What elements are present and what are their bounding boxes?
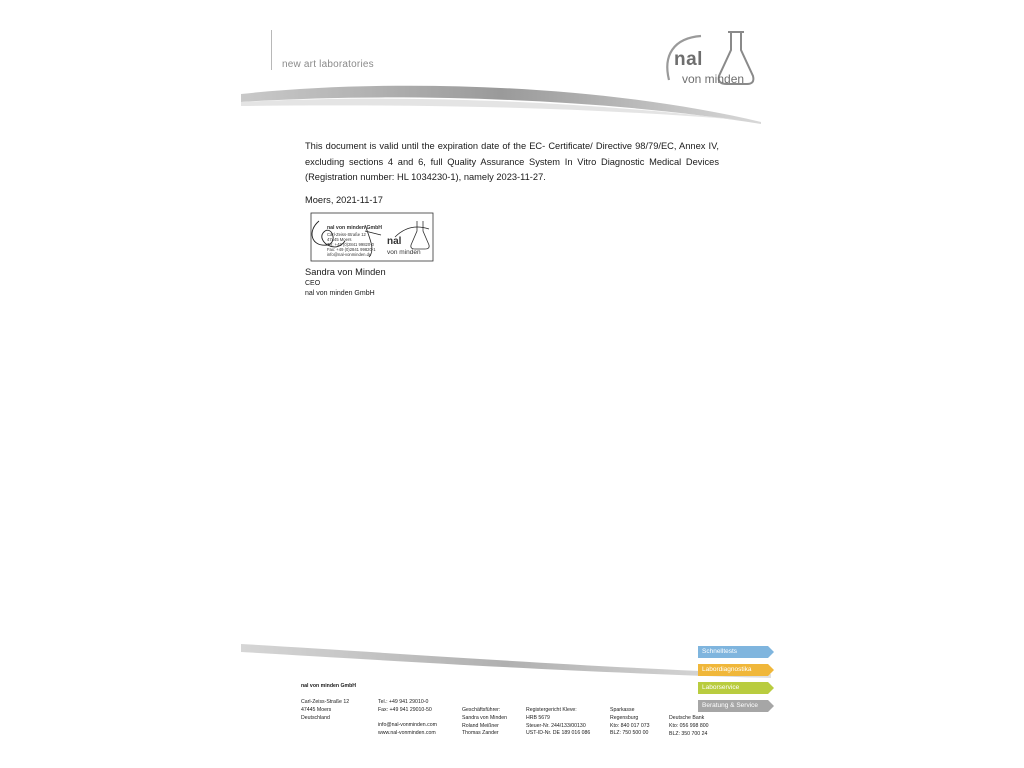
footer-bank-sparkasse: Sparkasse Regensburg Kto: 840 017 073 BLZ: 750 500 00 xyxy=(610,707,650,737)
stamp-fax: Fax: +49 (0)2841 99820-1 xyxy=(327,247,376,252)
logo-wordmark: nal xyxy=(674,49,703,70)
logo-subtitle: von minden xyxy=(682,72,745,86)
tab-arrow-icon xyxy=(768,700,774,712)
tab-schnelltests: Schnelltests xyxy=(698,646,768,658)
footer-bank-deutsche: Deutsche Bank Kto: 056 998 800 BLZ: 350 700 24 xyxy=(669,715,709,737)
header-divider xyxy=(271,30,272,70)
signer-name: Sandra von Minden xyxy=(305,267,386,277)
footer-managers: Geschäftsführer: Sandra von Minden Roland Meißner Thomas Zander xyxy=(462,707,507,737)
validity-statement: This document is valid until the expiration date of the EC- Certificate/ Directive 98/79/EC, Annex IV, excluding sections 4 and 6, full Quality Assurance System In Vitro Diagnostic Medical Devices (Registration number: HL 1034230-1), namely 2023-11-27. xyxy=(305,141,719,182)
stamp-city: 47445 Moers xyxy=(327,237,352,242)
footer-company: nal von minden GmbH xyxy=(301,683,357,689)
tab-labordiagnostika: Labordiagnostika xyxy=(698,664,768,676)
header-tagline: new art laboratories xyxy=(282,59,374,70)
stamp-logo-sub: von minden xyxy=(387,249,421,256)
stamp-tel: Tel: +49 (0)2841 99820-0 xyxy=(327,242,374,247)
tab-laborservice: Laborservice xyxy=(698,682,768,694)
header-swoosh xyxy=(241,80,784,128)
footer-address: Carl-Zeiss-Straße 12 47445 Moers Deutschland xyxy=(301,699,350,721)
footer-register: Registergericht Kleve: HRB 5679 Steuer-Nr. 244/133/00130 UST-ID-Nr. DE 189 016 086 xyxy=(526,707,591,737)
stamp-email: info@nal-vonminden.de xyxy=(327,252,372,257)
signer-role: CEO xyxy=(305,280,321,287)
place-date: Moers, 2021-11-17 xyxy=(305,195,383,205)
tab-beratung-service: Beratung & Service xyxy=(698,700,768,712)
signer-company: nal von minden GmbH xyxy=(305,290,375,297)
document-page xyxy=(241,0,784,768)
stamp-logo-word: nal xyxy=(387,236,402,247)
stamp-street: Carl-Zeiss-Straße 12 xyxy=(327,232,366,237)
footer-contact: Tel.: +49 941 29010-0 Fax: +49 941 29010-50 info@nal-vonminden.com www.nal-vonminden.com xyxy=(378,699,437,737)
tab-arrow-icon xyxy=(768,664,774,676)
tab-arrow-icon xyxy=(768,646,774,658)
stamp-company: nal von minden GmbH xyxy=(327,225,383,231)
tab-arrow-icon xyxy=(768,682,774,694)
